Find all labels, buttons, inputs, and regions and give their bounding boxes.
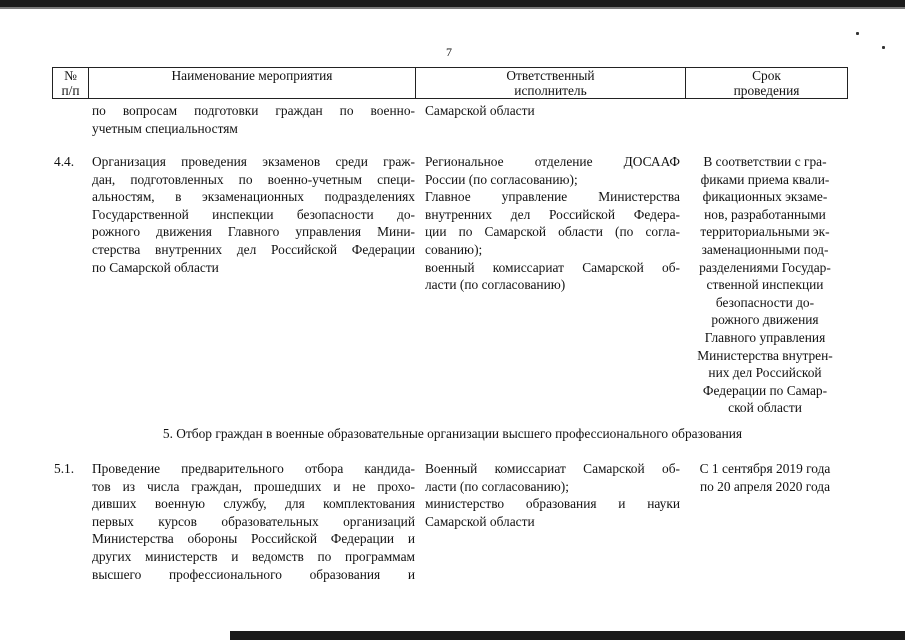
text-line: Самарской области [425,103,535,118]
text-line: внутренних дел Российской Федера- [425,206,680,222]
text-line: рожного движения [711,312,819,328]
text-line: министерство образования и науки [425,496,680,512]
row-number: 5.1. [54,461,75,476]
text-line: Военный комиссариат Самарской об- [425,461,680,476]
text-line: С 1 сентября 2019 года [699,461,831,476]
text-line: Государственной инспекции безопасности до- [92,206,415,222]
header-term [686,68,848,99]
text-line: военный комиссариат Самарской об- [425,259,680,275]
text-line: высшего профессионального образования и [92,566,415,582]
row-number: 4.4. [54,154,75,169]
text-line: нов, разработанными [704,206,826,222]
text-line: фикационных экзаме- [702,189,828,205]
header-responsible-line1: Ответственный [506,68,595,83]
scan-edge-top [0,0,905,7]
scan-edge-top-shadow [0,7,905,9]
header-responsible-line2: исполнитель [514,83,587,98]
text-line: других министерств и ведомств по программам [92,548,415,564]
text-line: разделениями Государ- [699,259,831,275]
text-line: Главное управление Министерства [425,189,680,205]
row-5-1-term [684,460,846,495]
header-term-line1: Срок [752,68,781,83]
text-line: учетным специальностям [92,120,238,136]
text-line: них дел Российской [708,365,822,381]
text-line: альностям, в экзаменационных подразделениях [92,189,415,205]
header-num [53,68,89,99]
text-line: Самарской области [425,513,535,529]
text-line: ской области [728,400,802,416]
header-num-line2: п/п [61,83,80,98]
text-line: дивших военную службу, для комплектования [92,496,415,512]
text-line: Федерации по Самар- [702,382,828,398]
text-line: сованию); [425,241,483,257]
header-responsible [416,68,686,99]
text-line: Министерства внутрен- [697,347,833,363]
text-line: стерства внутренних дел Российской Федерации [92,241,415,257]
row-5-1-responsible [425,460,680,530]
scan-speck [856,32,859,35]
row-4-4-responsible [425,153,680,294]
continued-responsible [425,102,680,120]
text-line: Региональное отделение ДОСААФ [425,154,680,169]
text-line: Проведение предварительного отбора кандида- [92,461,415,476]
text-line: ласти (по согласованию) [425,277,566,293]
header-num-line1: № [64,68,77,83]
text-line: первых курсов образовательных организаций [92,513,415,529]
text-line: Министерства обороны Российской Федерации и [92,531,415,547]
table-header [52,67,848,99]
header-name: Наименование мероприятия [89,68,416,99]
text-line: В соответствии с гра- [703,154,827,169]
scan-edge-bottom [230,631,905,640]
text-line: фиками приема квали- [700,171,830,187]
text-line: Главного управления [704,329,826,345]
text-line: дан, подготовленных по военно-учетным специ- [92,171,415,187]
page-number: 7 [446,45,452,59]
scan-speck [882,46,885,49]
header-term-line2: проведения [733,83,800,98]
text-line: ственной инспекции [706,277,824,293]
text-line: территориальными эк- [700,224,830,240]
row-5-1-name [92,460,415,583]
text-line: тов из числа граждан, прошедших и не прохо- [92,478,415,494]
text-line: заменационными под- [701,241,829,257]
continued-name [92,102,415,137]
text-line: рожного движения Главного управления Мини- [92,224,415,240]
text-line: ласти (по согласованию); [425,478,569,494]
text-line: безопасности до- [715,294,815,310]
section-title: 5. Отбор граждан в военные образовательные организации высшего профессионального образования [162,426,743,441]
text-line: России (по согласованию); [425,171,578,187]
text-line: по Самарской области [92,259,219,275]
text-line: по вопросам подготовки граждан по военно- [92,103,415,118]
text-line: ции по Самарской области (по согла- [425,224,680,240]
text-line: Организация проведения экзаменов среди граж- [92,154,415,169]
row-4-4-name [92,153,415,276]
text-line: по 20 апреля 2020 года [699,478,831,494]
row-4-4-term [684,153,846,417]
